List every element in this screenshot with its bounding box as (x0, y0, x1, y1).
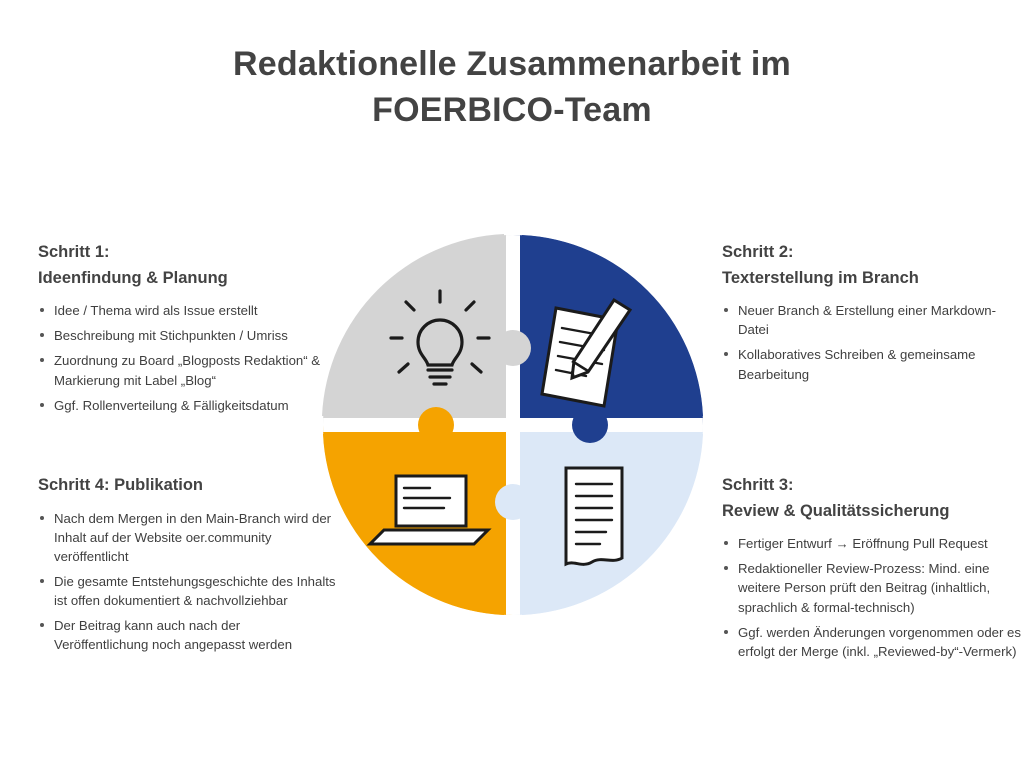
document-checklist-icon (566, 468, 622, 564)
step-3-bullet-list (722, 534, 1024, 661)
page-title-line-2: FOERBICO-Team (372, 90, 652, 129)
step-2-title-line-2: Texterstellung im Branch (722, 268, 919, 287)
step-4-bullet-list (38, 509, 338, 655)
step-1-title-line-2: Ideenfindung & Planung (38, 268, 228, 287)
list-item: Redaktioneller Review-Prozess: Mind. eine weitere Person prüft den Beitrag (inhaltlich, sprachlich & formal-technisch) (722, 559, 1024, 616)
list-item: Nach dem Mergen in den Main-Branch wird der Inhalt auf der Website oer.community veröffentlicht (38, 509, 338, 566)
step-4-title-line-1: Schritt 4: Publikation (38, 476, 204, 494)
list-item: Ggf. werden Änderungen vorgenommen oder es erfolgt der Merge (inkl. „Reviewed-by“-Vermerk) (722, 623, 1024, 661)
step-block-2 (722, 240, 1022, 390)
step-4-title (38, 473, 338, 499)
step-block-4 (38, 473, 338, 661)
page-title-line-1: Redaktionelle Zusammenarbeit im (233, 45, 791, 83)
step-1-bullet-list (38, 301, 338, 415)
step-block-3 (722, 473, 1024, 667)
list-item: Der Beitrag kann auch nach der Veröffentlichung noch angepasst werden (38, 616, 338, 654)
list-item: Beschreibung mit Stichpunkten / Umriss (38, 326, 338, 345)
step-1-title-line-1: Schritt 1: (38, 243, 110, 261)
step-3-title-line-2: Review & Qualitätssicherung (722, 501, 950, 520)
list-item: Neuer Branch & Erstellung einer Markdown-Datei (722, 301, 1022, 339)
step-2-bullet-list (722, 301, 1022, 384)
step-1-title (38, 240, 338, 291)
list-item: Idee / Thema wird als Issue erstellt (38, 301, 338, 320)
step-3-title (722, 473, 1024, 524)
step-2-title-line-1: Schritt 2: (722, 243, 794, 261)
list-item: Zuordnung zu Board „Blogposts Redaktion“ & Markierung mit Label „Blog“ (38, 351, 338, 389)
puzzle-diagram (318, 230, 708, 620)
list-item: Die gesamte Entstehungsgeschichte des Inhalts ist offen dokumentiert & nachvollziehbar (38, 572, 338, 610)
list-item: Fertiger Entwurf → Eröffnung Pull Request (722, 534, 1024, 553)
page-title (0, 42, 1024, 134)
step-3-title-line-1: Schritt 3: (722, 476, 794, 494)
step-2-title (722, 240, 1022, 291)
list-item: Ggf. Rollenverteilung & Fälligkeitsdatum (38, 396, 338, 415)
step-block-1 (38, 240, 338, 421)
list-item: Kollaboratives Schreiben & gemeinsame Bearbeitung (722, 345, 1022, 383)
